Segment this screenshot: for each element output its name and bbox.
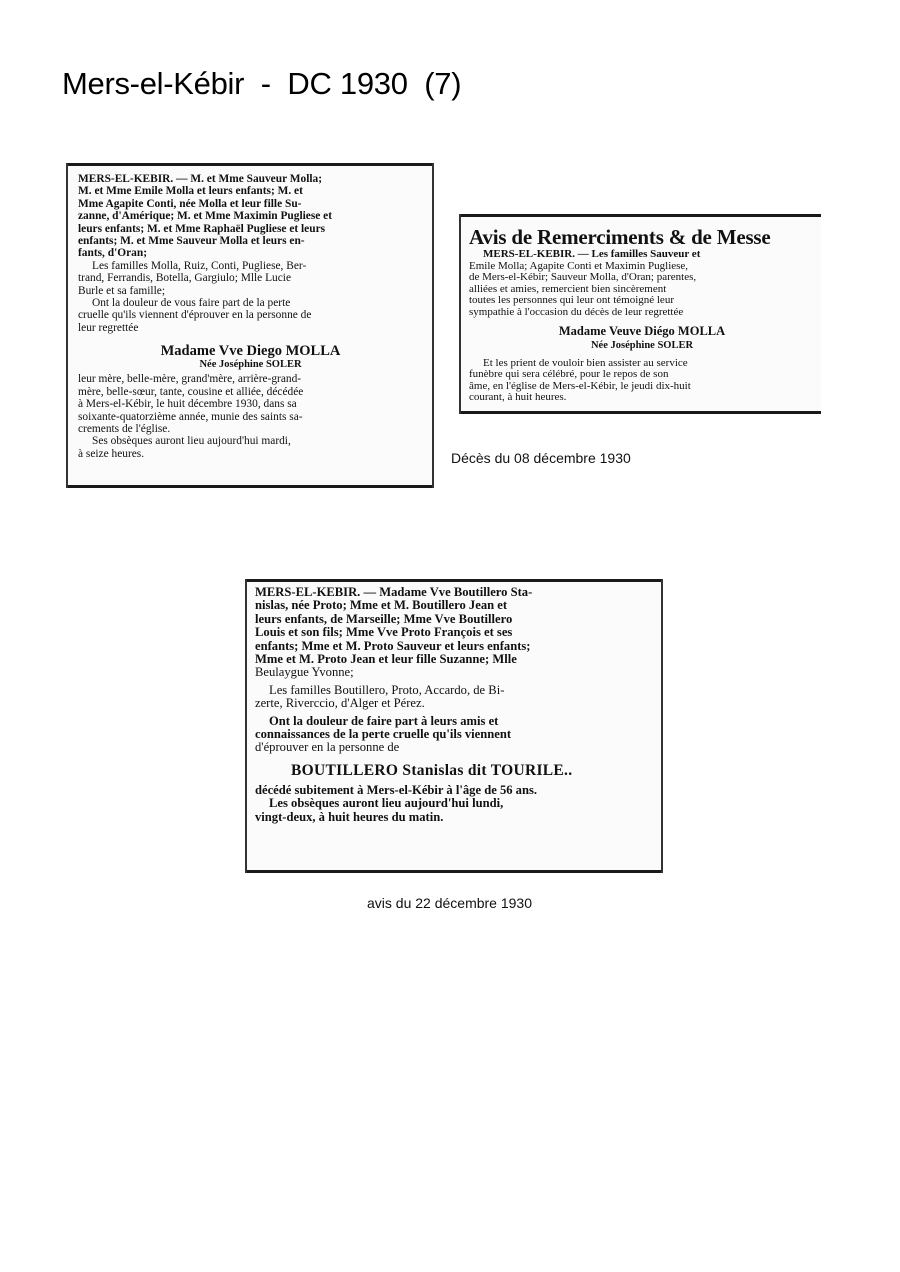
deceased-birth-name: Née Joséphine SOLER	[590, 339, 694, 351]
clipping-line: à seize heures.	[78, 447, 145, 460]
clipping-line: leurs enfants, de Marseille; Mme Vve Boutillero	[255, 612, 513, 626]
clipping-line: Mme et M. Proto Jean et leur fille Suzanne; Mlle	[255, 653, 517, 667]
clipping-line: M. et Mme Emile Molla et leurs enfants; M. et	[78, 185, 303, 198]
notice-heading: Avis de Remerciments & de Messe	[469, 225, 771, 249]
clipping-bottom-rule	[247, 870, 661, 873]
deceased-name: Madame Vve Diego MOLLA	[160, 343, 341, 360]
page-title: Mers-el-Kébir - DC 1930 (7)	[62, 66, 462, 101]
clipping-line: enfants; Mme et M. Proto Sauveur et leurs enfants;	[255, 639, 531, 653]
deceased-name: Madame Veuve Diégo MOLLA	[558, 323, 726, 338]
clipping-line: Et les prient de vouloir bien assister au service	[483, 357, 688, 369]
clipping-line: de Mers-el-Kébir; Sauveur Molla, d'Oran; parentes,	[469, 272, 697, 284]
clipping-line: zerte, Riverccio, d'Alger et Pérez.	[255, 697, 425, 711]
clipping-line: MERS-EL-KEBIR. — M. et Mme Sauveur Molla;	[78, 173, 323, 185]
clipping-line: fants, d'Oran;	[78, 247, 147, 260]
clipping-line: Ont la douleur de vous faire part de la perte	[92, 297, 291, 310]
clipping-line: Les familles Boutillero, Proto, Accardo, de Bi-	[269, 683, 505, 697]
clipping-line: funèbre qui sera célébré, pour le repos de son	[469, 369, 669, 381]
clipping-line: leur mère, belle-mère, grand'mère, arrière-grand-	[78, 373, 302, 386]
clipping-line: décédé subitement à Mers-el-Kébir à l'âge de 56 ans.	[255, 783, 538, 797]
clipping-caption-deces: Décès du 08 décembre 1930	[451, 450, 631, 466]
clipping-caption-avis: avis du 22 décembre 1930	[367, 895, 532, 911]
clipping-line: Les obsèques auront lieu aujourd'hui lundi,	[269, 797, 504, 811]
clipping-line: courant, à huit heures.	[469, 392, 567, 404]
clipping-line: Les familles Molla, Ruiz, Conti, Pugliese, Ber-	[92, 259, 307, 272]
clipping-line: Ont la douleur de faire part à leurs amis et	[269, 714, 499, 728]
clipping-line: Burle et sa famille;	[78, 284, 165, 297]
clipping-line: zanne, d'Amérique; M. et Mme Maximin Pugliese et	[78, 210, 333, 223]
clipping-top-rule	[68, 163, 432, 166]
clipping-line: MERS-EL-KEBIR. — Madame Vve Boutillero Sta-	[255, 586, 533, 599]
clipping-line: âme, en l'église de Mers-el-Kébir, le jeudi dix-huit	[469, 380, 691, 392]
newspaper-clipping-molla-deces	[66, 163, 434, 488]
clipping-line: soixante-quatorzième année, munie des saints sa-	[78, 410, 303, 423]
clipping-line: Emile Molla; Agapite Conti et Maximin Pugliese,	[469, 260, 689, 272]
clipping-line: nislas, née Proto; Mme et M. Boutillero Jean et	[255, 599, 508, 613]
clipping-line: Beulaygue Yvonne;	[255, 666, 354, 680]
clipping-top-rule	[461, 214, 821, 217]
clipping-line: enfants; M. et Mme Sauveur Molla et leurs en-	[78, 235, 305, 248]
clipping-line: d'éprouver en la personne de	[255, 741, 400, 755]
clipping-line: Mme Agapite Conti, née Molla et leur fille Su-	[78, 197, 302, 210]
clipping-line: trand, Ferrandis, Botella, Gargiulo; Mlle Lucie	[78, 272, 291, 285]
clipping-bottom-rule	[68, 485, 432, 488]
clipping-line: mère, belle-sœur, tante, cousine et alliée, décédée	[78, 385, 304, 398]
clipping-line: cruelle qu'ils viennent d'éprouver en la personne de	[78, 309, 312, 322]
clipping-line: alliées et amies, remercient bien sincèrement	[469, 283, 667, 295]
clipping-top-rule	[247, 579, 661, 582]
clipping-line: crements de l'église.	[78, 422, 171, 435]
clipping-line: Louis et son fils; Mme Vve Proto François et ses	[255, 626, 513, 640]
clipping-line: connaissances de la perte cruelle qu'ils viennent	[255, 728, 512, 742]
clipping-line: leur regrettée	[78, 321, 139, 334]
clipping-line: MERS-EL-KEBIR. — Les familles Sauveur et	[483, 249, 701, 260]
clipping-line: vingt-deux, à huit heures du matin.	[255, 810, 444, 824]
newspaper-clipping-molla-remerciements	[459, 214, 821, 414]
clipping-bottom-rule	[461, 411, 821, 414]
clipping-line: sympathie à l'occasion du décès de leur regrettée	[469, 306, 684, 318]
clipping-line: à Mers-el-Kébir, le huit décembre 1930, dans sa	[78, 398, 297, 411]
deceased-name: BOUTILLERO Stanislas dit TOURILE..	[291, 761, 573, 779]
deceased-birth-name: Née Joséphine SOLER	[199, 359, 302, 371]
clipping-line: leurs enfants; M. et Mme Raphaël Pugliese et leurs	[78, 222, 326, 235]
clipping-line: toutes les personnes qui leur ont témoigné leur	[469, 295, 674, 307]
newspaper-clipping-boutillero	[245, 579, 663, 873]
clipping-line: Ses obsèques auront lieu aujourd'hui mardi,	[92, 435, 291, 448]
